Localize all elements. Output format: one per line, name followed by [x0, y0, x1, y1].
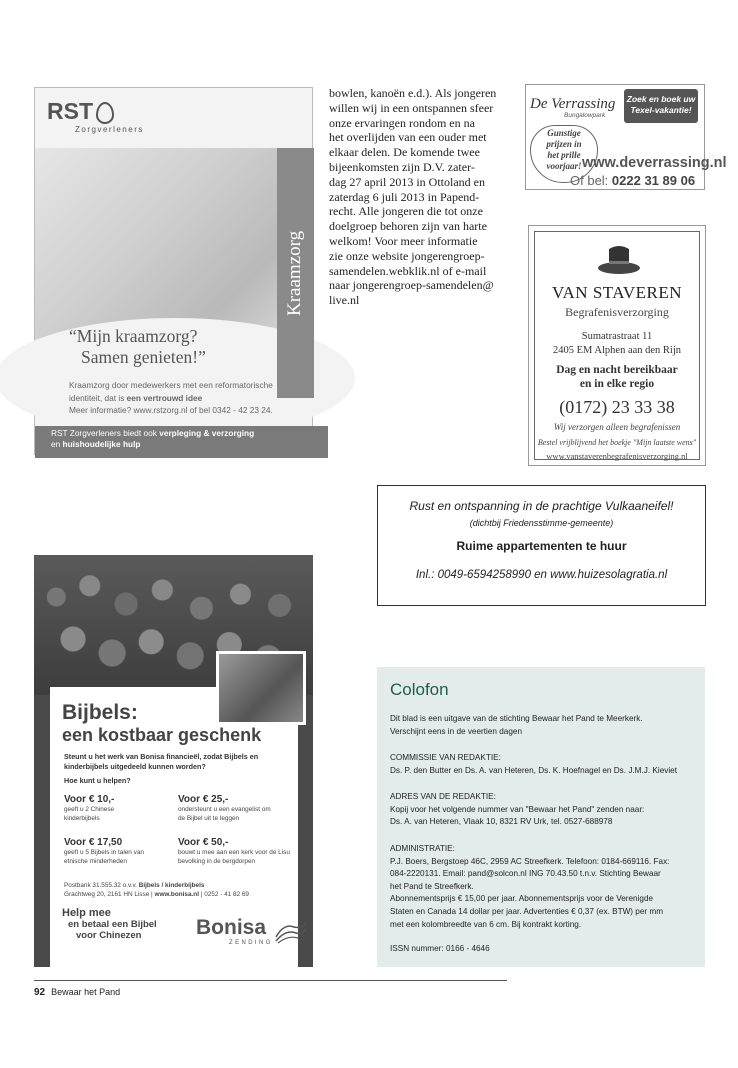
colofon-adres	[390, 791, 702, 829]
bijbels-subheading: een kostbaar geschenk	[62, 725, 262, 745]
donation-amount: Voor € 10,-	[64, 794, 115, 805]
address-text: Grachtweg 20, 2161 HN Lisse |	[64, 891, 155, 898]
badge-line-1: Zoek en boek uw	[626, 94, 696, 104]
rst-body-line-2-text: identiteit, dat is	[69, 392, 127, 403]
article-line: zie onze website jongerengroep-	[329, 248, 485, 263]
staveren-address-1: Sumatrastraat 11	[581, 331, 653, 342]
admin-line: Staten en Canada 14 dollar per jaar. Advertenties € 0,37 (ex. BTW) per mm	[390, 906, 664, 916]
address-line	[64, 890, 294, 899]
vulkaan-line-3: Ruime appartementen te huur	[456, 539, 627, 553]
help-line-2: en betaal een Bijbel	[68, 919, 157, 930]
donation-amount: Voor € 50,-	[178, 837, 229, 848]
staveren-day-2: en in elke regio	[579, 378, 655, 390]
colofon-intro-1: Dit blad is een uitgave van de stichting Bewaar het Pand te Meerkerk.	[390, 714, 643, 723]
donation-desc: bouwt u mee aan een kerk voor de Lisu bevolking in de bergdorpen	[178, 849, 290, 865]
van-staveren-ad	[528, 225, 706, 466]
verrassing-title: De Verrassing	[530, 96, 616, 112]
rst-kraamzorg-ad	[34, 87, 313, 455]
bijbels-intro: Steunt u het werk van Bonisa financieël, zodat Bijbels en kinderbijbels uitgedeeld kunnen worden?	[64, 752, 259, 771]
page-number: 92	[34, 987, 46, 998]
colofon-intro	[390, 713, 702, 738]
staveren-phone: (0172) 23 33 38	[559, 397, 675, 417]
heart-line-2: prijzen in	[546, 139, 582, 149]
bijbels-question: Hoe kunt u helpen?	[64, 776, 131, 785]
colofon-intro-2: Verschijnt eens in de veertien dagen	[390, 726, 522, 736]
phone-label: Of bel:	[570, 173, 609, 188]
page-footer	[34, 987, 120, 998]
verrassing-ad	[525, 84, 727, 190]
donation-desc: geeft u 2 Chinese kinderbijbels	[64, 806, 115, 822]
rst-body-line-2-bold: een vertrouwd idee	[126, 392, 203, 403]
rst-footer-line-1-bold: verpleging & verzorging	[159, 428, 255, 438]
colofon-commissie	[390, 752, 702, 777]
children-photo	[216, 651, 306, 725]
article-line: samendelen.webklik.nl of e-mail	[329, 263, 487, 278]
drop-icon	[96, 102, 114, 124]
publication-name: Bewaar het Pand	[51, 987, 121, 997]
vulkaan-line-4: Inl.: 0049-6594258990 en www.huizesolagratia.nl	[415, 569, 668, 581]
staveren-address-2: 2405 EM Alphen aan den Rijn	[552, 345, 682, 356]
colofon-box	[377, 667, 705, 967]
colofon-issn: ISSN nummer: 0166 - 4646	[390, 944, 490, 953]
article-line: bijeenkomsten zijn D.V. zater-	[329, 159, 475, 174]
colofon-administratie	[390, 843, 702, 931]
rst-body-line-3: Meer informatie? www.rstzorg.nl of bel 0342 - 42 23 24.	[69, 405, 273, 415]
staveren-website[interactable]: www.vanstaverenbegrafenisverzorging.nl	[546, 451, 688, 461]
adres-body-1: Kopij voor het volgende nummer van "Bewaar het Pand" zenden naar:	[390, 804, 645, 814]
donation-option	[64, 793, 174, 823]
bijbels-heading: Bijbels:	[62, 701, 138, 724]
help-line-3: voor Chinezen	[76, 930, 142, 941]
rst-footer-line-2-text: en	[51, 439, 63, 449]
admin-heading: ADMINISTRATIE:	[390, 844, 455, 853]
article-line: live.nl	[329, 293, 360, 308]
article-line: onze ervaringen rondom en na	[329, 115, 475, 130]
article-line: doelgroep behoren zijn van harte	[329, 219, 487, 234]
commissie-body: Ds. P. den Butter en Ds. A. van Heteren, Ds. K. Hoefnagel en Ds. J.M.J. Kieviet	[390, 765, 677, 775]
admin-line: het Pand te Streefkerk.	[390, 881, 474, 891]
adres-heading: ADRES VAN DE REDAKTIE:	[390, 792, 496, 801]
van-staveren-frame	[534, 231, 700, 460]
rst-body-line-1: Kraamzorg door medewerkers met een reformatorische	[69, 380, 273, 390]
admin-line: P.J. Boers, Bergstoep 46C, 2959 AC Streefkerk. Telefoon: 0184-669116. Fax:	[390, 856, 670, 866]
donation-desc: ondersteunt u een evangelist om de Bijbel uit te leggen	[178, 806, 271, 822]
bonisa-website[interactable]: www.bonisa.nl	[154, 891, 199, 898]
article-line: dag 27 april 2013 in Ottoland en	[329, 174, 485, 189]
donation-amount: Voor € 17,50	[64, 837, 123, 848]
rst-body	[69, 379, 309, 417]
help-line-1: Help mee	[62, 907, 111, 919]
postbank-line	[64, 881, 294, 890]
article-line: recht. Alle jongeren die tot onze	[329, 204, 483, 219]
adres-body-2: Ds. A. van Heteren, Vlaak 10, 8321 RV Urk, tel. 0527-688978	[390, 817, 613, 827]
heart-line-4: voorjaar!	[546, 161, 582, 171]
article-column	[329, 86, 507, 308]
footer-divider	[34, 980, 507, 981]
donation-option	[178, 793, 288, 823]
postbank-bold: Bijbels / kinderbijbels	[138, 882, 205, 889]
rst-footer-band	[35, 426, 328, 458]
bonisa-logo-sub: ZENDING	[229, 940, 273, 946]
verrassing-phone	[570, 173, 695, 188]
rst-footer-line-2-bold: huishoudelijke hulp	[62, 439, 141, 449]
staveren-day-1: Dag en nacht bereikbaar	[556, 364, 678, 376]
rst-quote	[69, 326, 206, 368]
verrassing-subtitle: Bungalowpark	[564, 112, 606, 119]
staveren-booklet: Bestel vrijblijvend het boekje "Mijn laatste wens"	[537, 438, 697, 447]
phone-number: 0222 31 89 06	[611, 173, 696, 188]
bonisa-bijbels-ad	[34, 555, 313, 967]
staveren-tagline: Wij verzorgen alleen begrafenissen	[553, 422, 681, 432]
verrassing-badge	[624, 89, 698, 123]
bijbels-contact	[64, 881, 294, 899]
article-line: naar jongerengroep-samendelen@	[329, 278, 494, 293]
bijbels-help	[62, 908, 157, 941]
postbank-text: Postbank 31.555.32 o.v.v.	[64, 882, 139, 889]
article-line: willen wij in een ontspannen sfeer	[329, 100, 494, 115]
admin-line: Abonnementsprijs € 15,00 per jaar. Abonnementsprijs voor de Verenigde	[390, 894, 654, 904]
article-line: het overlijden van een ouder met	[329, 130, 487, 145]
rst-logo-text: RST	[47, 98, 93, 124]
verrassing-url[interactable]: www.deverrassing.nl	[582, 155, 727, 171]
donation-amount: Voor € 25,-	[178, 794, 229, 805]
vulkaaneifel-ad	[377, 485, 706, 606]
article-line: elkaar delen. De komende twee	[329, 145, 480, 160]
rst-body-line-2	[69, 392, 309, 405]
address-phone: | 0252 - 41 82 69	[198, 891, 249, 898]
article-line: zaterdag 6 juli 2013 in Papend-	[329, 189, 480, 204]
colofon-title: Colofon	[390, 680, 449, 699]
kraamzorg-vertical-label: Kraamzorg	[284, 230, 305, 316]
rst-logo	[47, 98, 114, 125]
bonisa-logo: Bonisa	[196, 916, 267, 939]
quote-line-2: Samen genieten!”	[81, 347, 206, 367]
donation-desc: geeft u 5 Bijbels in talen van etnische minderheden	[64, 849, 144, 865]
admin-line: met een kolombreedte van 6 cm. Bij kontrakt korting.	[390, 919, 582, 929]
hat-icon	[597, 241, 641, 277]
commissie-heading: COMMISSIE VAN REDAKTIE:	[390, 753, 501, 762]
rst-footer-line-2	[51, 439, 328, 450]
badge-line-2: Texel-vakantie!	[630, 105, 692, 115]
article-line: bowlen, kanoën e.d.). Als jongeren	[329, 86, 497, 100]
article-line: welkom! Voor meer informatie	[329, 233, 478, 248]
staveren-name: VAN STAVEREN	[551, 283, 683, 302]
quote-line-1: “Mijn kraamzorg?	[69, 326, 198, 346]
hands-icon	[274, 919, 308, 945]
staveren-subtitle: Begrafenisverzorging	[565, 305, 669, 319]
rst-footer-line-1-text: RST Zorgverleners biedt ook	[51, 428, 160, 438]
rst-footer-line-1	[51, 428, 328, 439]
donation-option	[178, 836, 288, 866]
rst-logo-sub: Zorgverleners	[75, 125, 144, 134]
donation-option	[64, 836, 174, 866]
heart-line-3: het prille	[547, 150, 581, 160]
heart-line-1: Gunstige	[547, 128, 581, 138]
vulkaan-line-2: (dichtbij Friedensstimme-gemeente)	[469, 518, 614, 528]
admin-line: 084-2220131. Email: pand@solcon.nl ING 70.43.50 t.n.v. Stichting Bewaar	[390, 869, 661, 879]
vulkaan-line-1: Rust en ontspanning in de prachtige Vulkaaneifel!	[409, 499, 674, 513]
